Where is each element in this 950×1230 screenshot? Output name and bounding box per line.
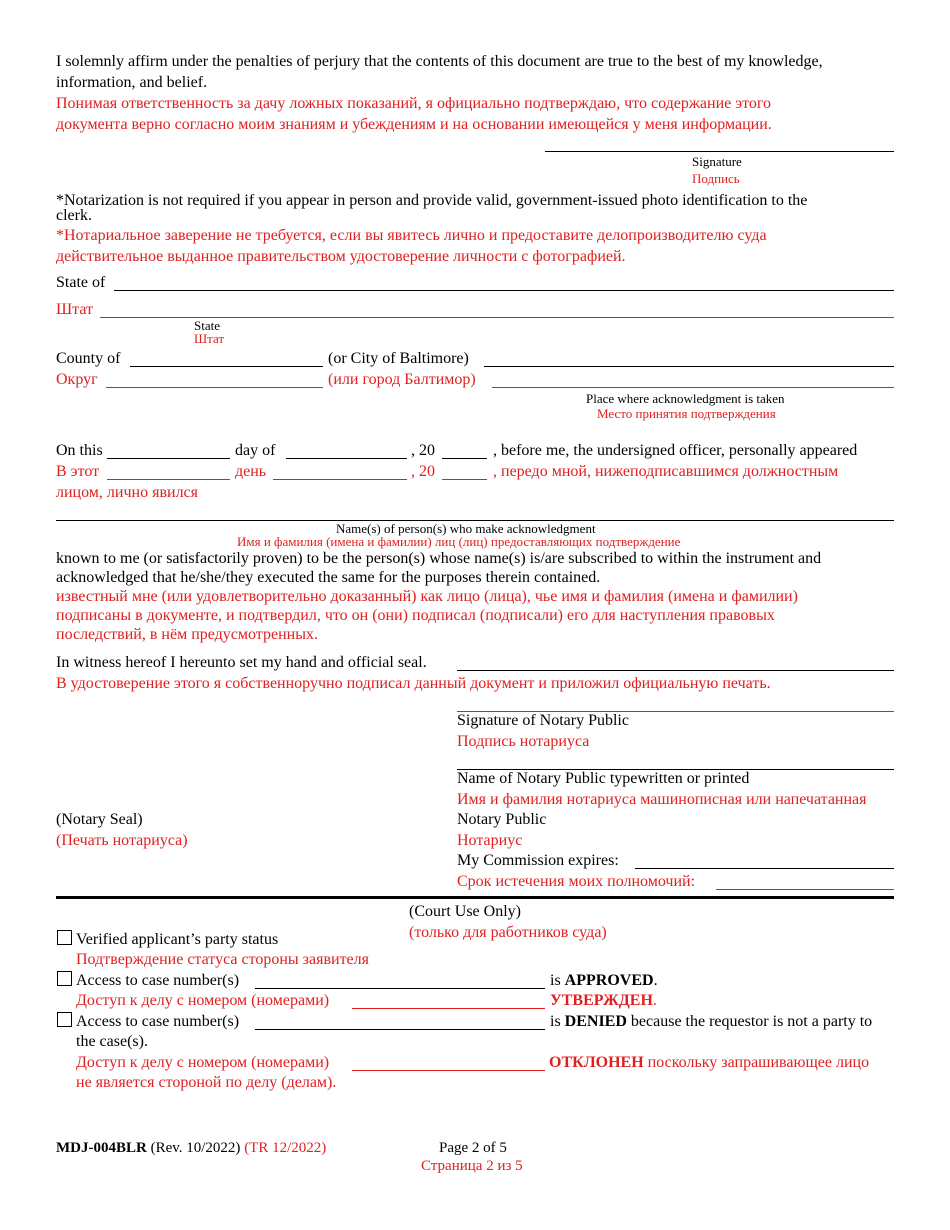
notary-name-label-en: Name of Notary Public typewritten or printed [457, 770, 750, 787]
witness-signature-line[interactable] [457, 670, 894, 671]
denied-status-text-ru-2: не является стороной по делу (делам). [76, 1074, 337, 1091]
commission-expires-field-ru [716, 889, 894, 890]
notary-signature-label-ru: Подпись нотариуса [457, 733, 590, 750]
state-label-ru: Штат [56, 301, 94, 318]
signature-label-en: Signature [692, 154, 742, 169]
affirm-text-en-1: I solemnly affirm under the penalties of perjury that the contents of this document are true to the best of my knowledge, [56, 53, 823, 70]
affirm-text-ru-1: Понимая ответственность за дачу ложных показаний, я официально подтверждаю, что содержание этого [56, 95, 772, 112]
access-approved-checkbox[interactable] [57, 971, 72, 986]
city-label-ru: (или город Балтимор) [328, 371, 476, 388]
place-sublabel-en: Place where acknowledgment is taken [586, 391, 785, 406]
notarization-note-en-1: *Notarization is not required if you appear in person and provide valid, government-issued photo identification to the [56, 192, 808, 209]
day-number-field[interactable] [107, 458, 230, 459]
county-field-line-ru [106, 387, 323, 388]
notary-seal-label-ru: (Печать нотариуса) [56, 832, 188, 849]
commission-expires-field[interactable] [635, 868, 894, 869]
denied-status-text-en: is DENIED because the requestor is not a party to [550, 1013, 873, 1030]
denied-status-text-en-2: the case(s). [76, 1033, 148, 1050]
names-sublabel-en: Name(s) of person(s) who make acknowledgment [336, 521, 596, 536]
year-field[interactable] [442, 458, 487, 459]
court-use-title-en: (Court Use Only) [409, 903, 521, 920]
state-sublabel-ru: Штат [194, 331, 225, 346]
denied-status-text-ru: ОТКЛОНЕН поскольку запрашивающее лицо [549, 1054, 870, 1071]
notary-signature-label-en: Signature of Notary Public [457, 712, 629, 729]
state-sublabel-en: State [194, 318, 220, 333]
notarization-note-ru-1: *Нотариальное заверение не требуется, если вы явитесь лично и предоставите делопроизводителю суда [56, 227, 767, 244]
year-prefix-en: , 20 [411, 442, 435, 459]
verified-status-checkbox[interactable] [57, 930, 72, 945]
commission-expires-label-ru: Срок истечения моих полномочий: [457, 873, 696, 890]
dayof-label-ru: день [235, 463, 267, 480]
known-text-en-2: acknowledged that he/she/they executed the same for the purposes therein contained. [56, 569, 601, 586]
access-denied-label-en: Access to case number(s) [76, 1013, 240, 1030]
before-me-text-en: , before me, the undersigned officer, personally appeared [493, 442, 858, 459]
city-label-en: (or City of Baltimore) [328, 350, 469, 367]
denied-case-number-field[interactable] [255, 1029, 545, 1030]
year-prefix-ru: , 20 [411, 463, 435, 480]
notary-public-label-ru: Нотариус [457, 832, 523, 849]
known-text-ru-2: подписаны в документе, и подтвердил, что он (они) подписал (подписали) его для наступления правовых [56, 607, 775, 624]
notary-seal-label-en: (Notary Seal) [56, 811, 143, 828]
approved-case-number-field-ru [352, 1008, 545, 1009]
known-text-ru-1: известный мне (или удовлетворительно доказанный) как лицо (лица), чье имя и фамилия (имена и фамилии) [56, 588, 798, 605]
notary-name-label-ru: Имя и фамилия нотариуса машинописная или напечатанная [457, 791, 867, 808]
commission-expires-label-en: My Commission expires: [457, 852, 619, 869]
denied-case-number-field-ru [352, 1070, 545, 1071]
affirm-text-ru-2: документа верно согласно моим знаниям и убеждениям и на основании имеющейся у меня информации. [56, 116, 772, 133]
county-field-line[interactable] [130, 366, 323, 367]
month-field[interactable] [286, 458, 407, 459]
signature-line[interactable] [545, 151, 894, 152]
court-use-title-ru: (только для работников суда) [409, 924, 607, 941]
before-me-text-ru: , передо мной, нижеподписавшимся должностным [493, 463, 839, 480]
approved-case-number-field[interactable] [255, 988, 545, 989]
onthis-label-en: On this [56, 442, 103, 459]
state-field-line[interactable] [114, 290, 894, 291]
footer-page-number-ru: Страница 2 из 5 [421, 1158, 523, 1174]
verified-status-label-ru: Подтверждение статуса стороны заявителя [76, 951, 369, 968]
notarization-note-ru-2: действительное выданное правительством удостоверение личности с фотографией. [56, 248, 626, 265]
county-label-en: County of [56, 350, 121, 367]
signature-label-ru: Подпись [692, 171, 740, 186]
known-text-ru-3: последствий, в нём предусмотренных. [56, 626, 318, 643]
known-text-en-1: known to me (or satisfactorily proven) to be the person(s) whose name(s) is/are subscribed to within the instrument and [56, 550, 822, 567]
witness-text-ru: В удостоверение этого я собственноручно подписал данный документ и приложил официальную печать. [56, 675, 771, 692]
before-me-text-ru-2: лицом, лично явился [56, 484, 199, 501]
notary-public-label-en: Notary Public [457, 811, 547, 828]
approved-status-text-en: is APPROVED. [550, 972, 658, 989]
names-sublabel-ru: Имя и фамилия (имена и фамилии) лиц (лиц) предоставляющих подтверждение [237, 534, 681, 549]
day-number-field-ru [107, 479, 230, 480]
verified-status-label-en: Verified applicant’s party status [76, 931, 279, 948]
access-denied-checkbox[interactable] [57, 1012, 72, 1027]
access-denied-label-ru: Доступ к делу с номером (номерами) [76, 1054, 330, 1071]
place-field-line-ru [492, 387, 894, 388]
place-field-line[interactable] [484, 366, 894, 367]
notarization-note-en-2: clerk. [56, 207, 92, 224]
month-field-ru [273, 479, 407, 480]
state-label-en: State of [56, 274, 106, 291]
footer-page-number-en: Page 2 of 5 [439, 1140, 507, 1156]
witness-text-en: In witness hereof I hereunto set my hand and official seal. [56, 654, 427, 671]
county-label-ru: Округ [56, 371, 98, 388]
dayof-label-en: day of [235, 442, 276, 459]
approved-status-text-ru: УТВЕРЖДЕН. [550, 992, 657, 1009]
access-approved-label-en: Access to case number(s) [76, 972, 240, 989]
onthis-label-ru: В этот [56, 463, 100, 480]
affirm-text-en-2: information, and belief. [56, 74, 208, 91]
footer-form-id: MDJ-004BLR (Rev. 10/2022) (TR 12/2022) [56, 1140, 327, 1156]
place-sublabel-ru: Место принятия подтверждения [597, 406, 776, 421]
court-use-divider [56, 896, 894, 899]
year-field-ru [442, 479, 487, 480]
access-approved-label-ru: Доступ к делу с номером (номерами) [76, 992, 330, 1009]
